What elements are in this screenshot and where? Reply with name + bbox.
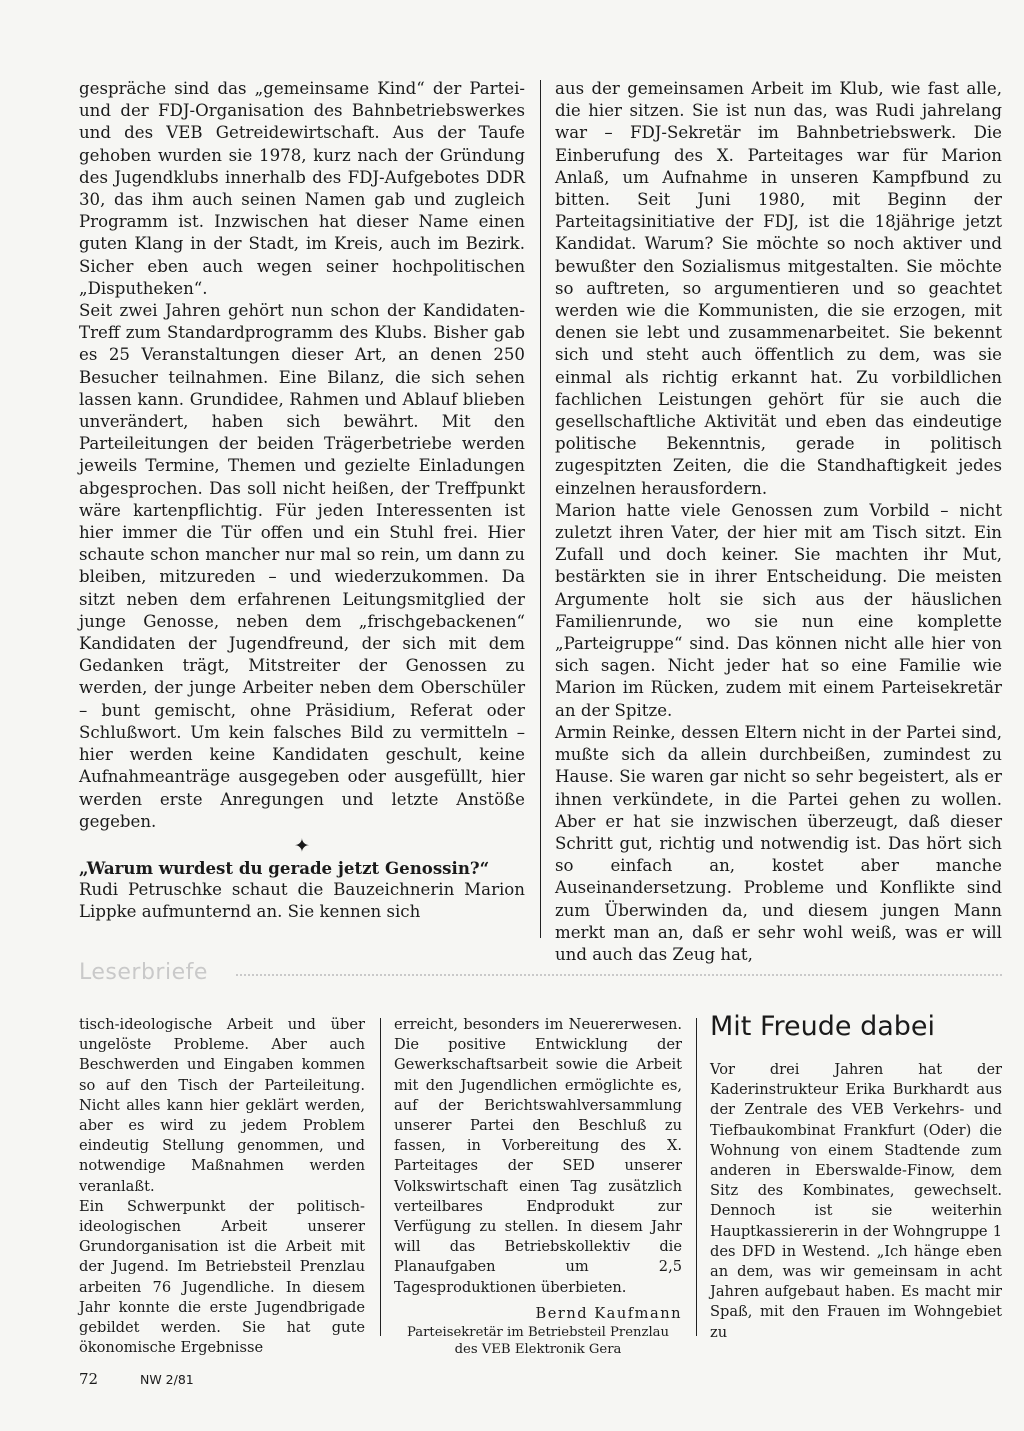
article-column-right (555, 78, 1002, 966)
section-divider-icon: ✦ (294, 834, 310, 857)
column-divider (540, 80, 541, 938)
column-divider (696, 1018, 697, 1336)
letter-title: Mit Freude dabei (710, 1011, 936, 1042)
paragraph: Rudi Petruschke schaut die Bauzeichnerin Marion Lippke aufmunternd an. Sie kennen sich (79, 880, 525, 922)
paragraph: Seit zwei Jahren gehört nun schon der Kandidaten-Treff zum Standardprogramm des Klubs. Bisher gab es 25 Veranstaltungen dieser Art, an denen 250 Besucher teilnahmen. Eine Bilanz, die sich sehen lassen kann. Grundidee, Rahmen und Ablauf blieben unverändert, haben sich bewährt. Mit den Parteileitungen der beiden Trägerbetriebe werden jeweils Termine, Themen und gezielte Einladungen abgesprochen. Das soll nicht heißen, der Treffpunkt wäre kartenpflichtig. Für jeden Interessenten ist hier immer die Tür offen und ein Stuhl frei. Hier schaute schon mancher nur mal so rein, um dann zu bleiben, mitzureden – und wiederzukommen. Da sitzt neben dem erfahrenen Leitungsmitglied der junge Genosse, neben dem „frischgebackenen“ Kandidaten der Jugendfreund, der sich mit dem Gedanken trägt, Mitstreiter der Genossen zu werden, der junge Arbeiter neben dem Oberschüler – bunt gemischt, ohne Präsidium, Referat oder Schlußwort. Um kein falsches Bild zu vermitteln – hier werden keine Kandidaten geschult, keine Aufnahmeanträge ausgegeben oder ausgefüllt, hier werden erste Anregungen und letzte Anstöße gegeben. (79, 301, 525, 831)
section-title: Leserbriefe (79, 960, 208, 985)
signature-role: Parteisekretär im Betriebsteil Prenzlau (406, 1325, 670, 1341)
letter-column-3 (710, 1060, 1002, 1343)
paragraph: aus der gemeinsamen Arbeit im Klub, wie fast alle, die hier sitzen. Sie ist nun das, was Rudi jahrelang war – FDJ-Sekretär im Bahnbetriebswerk. Die Einberufung des X. Parteitages war für Marion Anlaß, um Aufnahme in unseren Kampfbund zu bitten. Seit Juni 1980, mit Beginn der Parteitagsinitiative der FDJ, ist die 18jährige jetzt Kandidat. Warum? Sie möchte so noch aktiver und bewußter den Sozialismus mitgestalten. Sie möchte so auftreten, so argumentieren und so geachtet werden wie die Kommunisten, die sie erzogen, mit denen sie lebt und zusammenarbeitet. Sie bekennt sich und steht auch öffentlich zu dem, was sie einmal als richtig erkannt hat. Zu vorbildlichen fachlichen Leistungen gehört für sie auch die gesellschaftliche Aktivität und eben das eindeutige politische Bekenntnis, gerade in politisch zugespitzten Zeiten, die die Standhaftigkeit jedes einzelnen herausfordern. (555, 79, 1002, 498)
paragraph: gespräche sind das „gemeinsame Kind“ der Partei- und der FDJ-Organisation des Bahnbetriebswerkes und des VEB Getreidewirtschaft. Aus der Taufe gehoben wurden sie 1978, kurz nach der Gründung des Jugendklubs innerhalb des FDJ-Aufgebotes DDR 30, das ihm auch seinen Namen gab und zugleich Programm ist. Inzwischen hat dieser Name einen guten Klang in der Stadt, im Kreis, auch im Bezirk. Sicher eben auch wegen seiner hochpolitischen „Disputheken“. (79, 79, 525, 298)
paragraph: erreicht, besonders im Neuererwesen. Die positive Entwicklung der Gewerkschaftsarbeit sowie die Arbeit mit den Jugendlichen ermöglichte es, auf der Berichtswahlversammlung unserer Partei den Beschluß zu fassen, in Vorbereitung des X. Parteitages der SED unserer Volkswirtschaft einen Tag zusätzlich verteilbares Endprodukt zur Verfügung zu stellen. In diesem Jahr will das Betriebskollektiv die Planaufgaben um 2,5 Tagesproduktionen überbieten. (394, 1016, 682, 1296)
letter-column-2 (394, 1015, 682, 1358)
signature-role: des VEB Elektronik Gera (454, 1342, 622, 1358)
column-divider (380, 1018, 381, 1336)
signature-name: Bernd Kaufmann (535, 1304, 682, 1322)
article-column-left (79, 78, 525, 924)
section-rule (236, 974, 1002, 976)
page-number: 72 (79, 1370, 99, 1388)
paragraph: Ein Schwerpunkt der politisch-ideologischen Arbeit unserer Grundorganisation ist die Arbeit mit der Jugend. Im Betriebsteil Prenzlau arbeiten 76 Jugendliche. In diesem Jahr konnte die erste Jugendbrigade gebildet werden. Sie hat gute ökonomische Ergebnisse (79, 1197, 365, 1357)
issue-label: NW 2/81 (140, 1372, 194, 1387)
paragraph: Vor drei Jahren hat der Kaderinstrukteur Erika Burkhardt aus der Zentrale des VEB Verkehrs- und Tiefbaukombinat Frankfurt (Oder) die Wohnung von einem Stadtende zum anderen in Eberswalde-Finow, dem Sitz des Kombinates, gewechselt. Dennoch ist sie weiterhin Hauptkassiererin in der Wohngruppe 1 des DFD in Westend. „Ich hänge eben an dem, was wir gemeinsam in acht Jahren aufgebaut haben. Es macht mir Spaß, mit den Frauen im Wohngebiet zu (710, 1061, 1002, 1341)
letter-column-1 (79, 1015, 365, 1358)
paragraph: tisch-ideologische Arbeit und über ungelöste Probleme. Aber auch Beschwerden und Eingaben kommen so auf den Tisch der Parteileitung. Nicht alles kann hier geklärt werden, aber es wird zu jedem Problem eindeutig Stellung genommen, und notwendige Maßnahmen werden veranlaßt. (79, 1016, 365, 1195)
paragraph: Armin Reinke, dessen Eltern nicht in der Partei sind, mußte sich da allein durchbeißen, zumindest zu Hause. Sie waren gar nicht so sehr begeistert, als er ihnen verkündete, in die Partei gehen zu wollen. Aber er hat sie inzwischen überzeugt, daß dieser Schritt gut, richtig und notwendig ist. Das hört sich so einfach an, kostet aber manche Auseinandersetzung. Probleme und Konflikte sind zum Überwinden da, und diesem jungen Mann merkt man an, daß er sehr wohl weiß, was er will und auch das Zeug hat, (555, 722, 1002, 964)
paragraph: Marion hatte viele Genossen zum Vorbild – nicht zuletzt ihren Vater, der hier mit am Tisch sitzt. Ein Zufall und doch keiner. Sie machten ihr Mut, bestärkten sie in ihrer Entscheidung. Die meisten Argumente holt sie sich aus der häuslichen Familienrunde, wo sie nun eine komplette „Parteigruppe“ sind. Das können nicht alle hier von sich sagen. Nicht jeder hat so eine Familie wie Marion im Rücken, zudem mit einem Parteisekretär an der Spitze. (555, 500, 1002, 720)
subheading-question: „Warum wurdest du gerade jetzt Genossin?“ (79, 857, 490, 878)
